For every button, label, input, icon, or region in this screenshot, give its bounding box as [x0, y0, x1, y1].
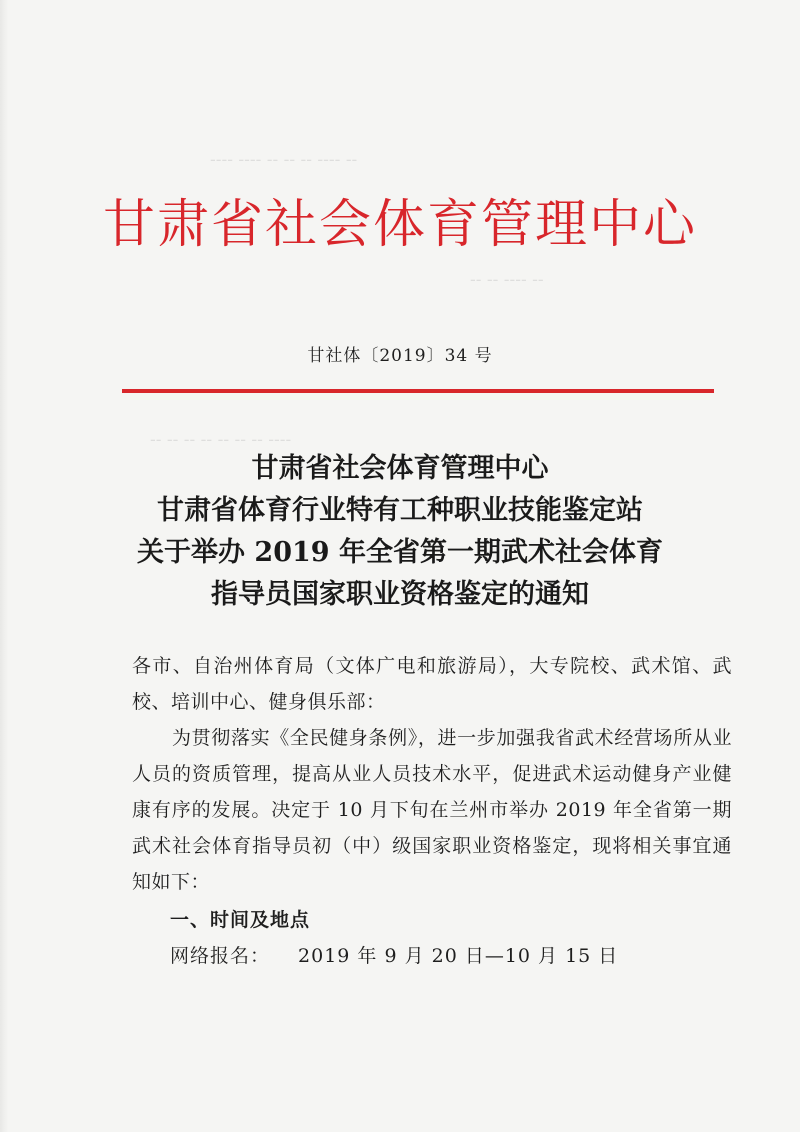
addressees: 各市、自治州体育局（文体广电和旅游局），大专院校、武术馆、武校、培训中心、健身俱乐部：: [132, 655, 732, 713]
title-line: 甘肃省体育行业特有工种职业技能鉴定站: [157, 495, 643, 526]
notice-body: [132, 648, 732, 974]
title-line: 甘肃省社会体育管理中心: [251, 453, 549, 484]
section-heading-time-location: 一、时间及地点: [170, 909, 311, 931]
document-number: 甘社体〔2019〕34 号: [307, 346, 493, 366]
bleed-through-text: ---- ---- -- -- -- ---- --: [210, 150, 358, 170]
bleed-through-text: -- -- ---- --: [470, 270, 544, 290]
notice-title: [0, 448, 800, 616]
bleed-through-text: -- -- -- -- -- -- -- ----: [150, 430, 292, 450]
registration-row: [132, 938, 732, 974]
registration-date-range: 2019 年 9 月 20 日—10 月 15 日: [298, 945, 619, 967]
title-line: 关于举办 2019 年全省第一期武术社会体育: [137, 537, 663, 568]
red-divider-line: [122, 389, 714, 393]
intro-paragraph: 为贯彻落实《全民健身条例》，进一步加强我省武术经营场所从业人员的资质管理，提高从业人员技术水平，促进武术运动健身产业健康有序的发展。决定于 10 月下旬在兰州市举办 2019 年全省第一期武术社会体育指导员初（中）级国家职业资格鉴定，现将相关事宜通知如下：: [132, 727, 732, 893]
issuing-organization-banner: 甘肃省社会体育管理中心: [102, 195, 697, 255]
registration-label: 网络报名：: [170, 945, 271, 967]
title-line: 指导员国家职业资格鉴定的通知: [211, 579, 589, 610]
